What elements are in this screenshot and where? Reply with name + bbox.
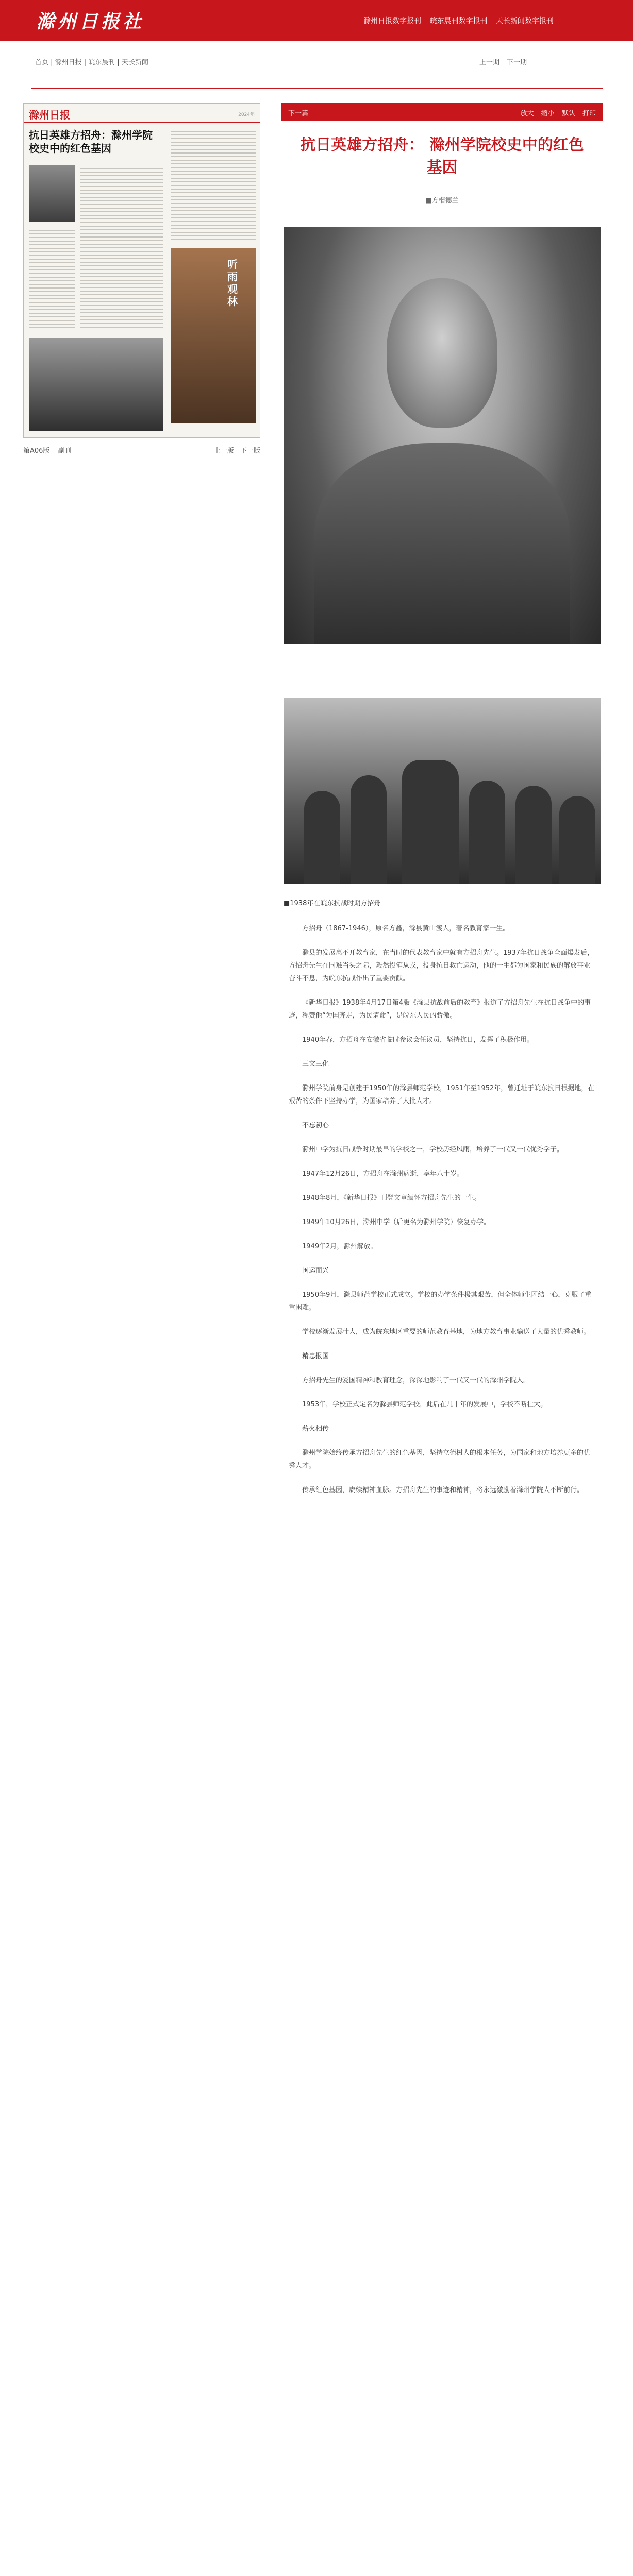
top-link-tianchang-news[interactable]: 天长新闻数字报刊 [495,17,554,25]
breadcrumb-bar [31,52,603,70]
article-paragraph: 方招舟先生的爱国精神和教育理念，深深地影响了一代又一代的滁州学院人。 [302,1377,530,1384]
photo-figure [559,796,595,884]
newspaper-text-block[interactable] [80,165,163,330]
next-edition-link[interactable]: 下一版 [240,447,260,455]
article-paragraph: 国运而兴 [302,1267,329,1275]
newspaper-meta: 2024年 [238,112,255,117]
portrait-coat-shape [314,443,570,644]
edition-nav [23,443,260,455]
article-paragraph: 不忘初心 [302,1122,329,1129]
article-paragraph: 精忠报国 [302,1352,329,1360]
article-paragraph: 传承红色基因，赓续精神血脉。方招舟先生的事迹和精神，将永远激励着滁州学院人不断前行。 [302,1486,584,1494]
site-logo[interactable]: 滁州日报社 [36,11,145,32]
newspaper-group-photo [29,338,163,431]
divider [31,88,603,89]
article-paragraph: 滁县的发展离不开教育家，在当时的代表教育家中就有方招舟先生。1937年抗日战争全面爆发后，方招舟先生在国难当头之际，毅然投笔从戎，投身抗日救亡运动，他的一生都为国家和民族的解放事业奋斗不息，为皖东抗战作出了重要贡献。 [289,949,594,982]
photo-caption: ■1938年在皖东抗战时期方招舟 [284,900,381,907]
article-paragraph: 学校逐渐发展壮大，成为皖东地区重要的师范教育基地，为地方教育事业输送了大量的优秀教师。 [302,1328,591,1336]
article-paragraph: 1949年10月26日，滁州中学（后更名为滁州学院）恢复办学。 [302,1218,491,1226]
group-photo [284,698,601,884]
article-author: ■方楷德兰 [425,197,459,205]
zoom-in-button[interactable]: 放大 [520,110,534,117]
breadcrumb[interactable]: 首页 | 滁州日报 | 皖东晨刊 | 天长新闻 [35,59,148,66]
portrait-face-shape [387,278,497,428]
next-issue-link[interactable]: 下一期 [507,59,527,66]
top-links [363,15,560,26]
newspaper-text-block[interactable] [171,128,256,242]
default-size-button[interactable]: 默认 [561,110,575,117]
article-paragraph: 滁州学院前身是创建于1950年的滁县师范学校，1951年至1952年，曾迁址于皖东抗日根据地，在艰苦的条件下坚持办学，为国家培养了大批人才。 [289,1084,595,1105]
prev-edition-link[interactable]: 上一版 [213,447,234,455]
newspaper-forest-photo [171,248,256,423]
article-paragraph: 1948年8月，《新华日报》刊登文章缅怀方招舟先生的一生。 [302,1194,481,1202]
photo-figure [402,760,459,884]
newspaper-portrait-photo [29,165,75,222]
article-paragraph: 1950年9月，滁县师范学校正式成立。学校的办学条件极其艰苦，但全体师生团结一心，克服了重重困难。 [289,1291,592,1312]
photo-figure [351,775,387,884]
site-header [0,0,633,41]
newspaper-text-block[interactable] [29,227,75,330]
article-paragraph: 三文三化 [302,1060,329,1068]
article-paragraph: 方招舟（1867-1946），原名方鑫，滁县黄山渡人，著名教育家一生。 [302,925,510,933]
issue-nav [479,57,532,66]
article-paragraph: 《新华日报》1938年4月17日第4版《滁县抗战前后的教育》报道了方招舟先生在抗日战争中的事迹，称赞他“为国奔走，为民请命”，是皖东人民的骄傲。 [289,999,591,1020]
newspaper-headline[interactable]: 抗日英雄方招舟：滁州学院校史中的红色基因 [29,129,153,155]
article-paragraph: 1947年12月26日，方招舟在滁州病逝，享年八十岁。 [302,1170,464,1178]
photo-figure [515,786,552,884]
edition-section: 副刊 [58,447,72,455]
photo-figure [304,791,340,884]
top-link-chuzhou-daily[interactable]: 滁州日报数字报刊 [363,17,421,25]
article-title: 抗日英雄方招舟： 滁州学院校史中的红色基因 [300,136,584,177]
article-paragraph: 滁州中学为抗日战争时期最早的学校之一，学校历经风雨，培养了一代又一代优秀学子。 [302,1146,564,1154]
print-button[interactable]: 打印 [582,110,596,117]
newspaper-masthead [24,104,260,123]
article-paragraph: 1953年，学校正式定名为滁县师范学校，此后在几十年的发展中，学校不断壮大。 [302,1401,547,1409]
top-link-wandong-morning[interactable]: 皖东晨刊数字报刊 [429,17,488,25]
zoom-out-button[interactable]: 缩小 [541,110,555,117]
prev-issue-link[interactable]: 上一期 [479,59,500,66]
newspaper-side-title: 听雨观林 [227,258,238,308]
article-paragraph: 1940年春，方招舟在安徽省临时参议会任议员，坚持抗日，发挥了积极作用。 [302,1036,534,1044]
article-paragraph: 1949年2月，滁州解放。 [302,1243,377,1250]
newspaper-page-image[interactable] [23,103,260,438]
photo-figure [469,781,505,884]
next-article-link[interactable]: 下一篇 [288,110,309,117]
portrait-photo [284,227,601,644]
edition-number: 第A06版 [23,447,50,455]
article-toolbar [281,103,603,121]
article-paragraph: 薪火相传 [302,1425,329,1433]
article-body [289,922,595,1508]
newspaper-logo: 滁州日报 [29,109,70,121]
article-paragraph: 滁州学院始终传承方招舟先生的红色基因，坚持立德树人的根本任务，为国家和地方培养更多的优秀人才。 [289,1449,591,1470]
